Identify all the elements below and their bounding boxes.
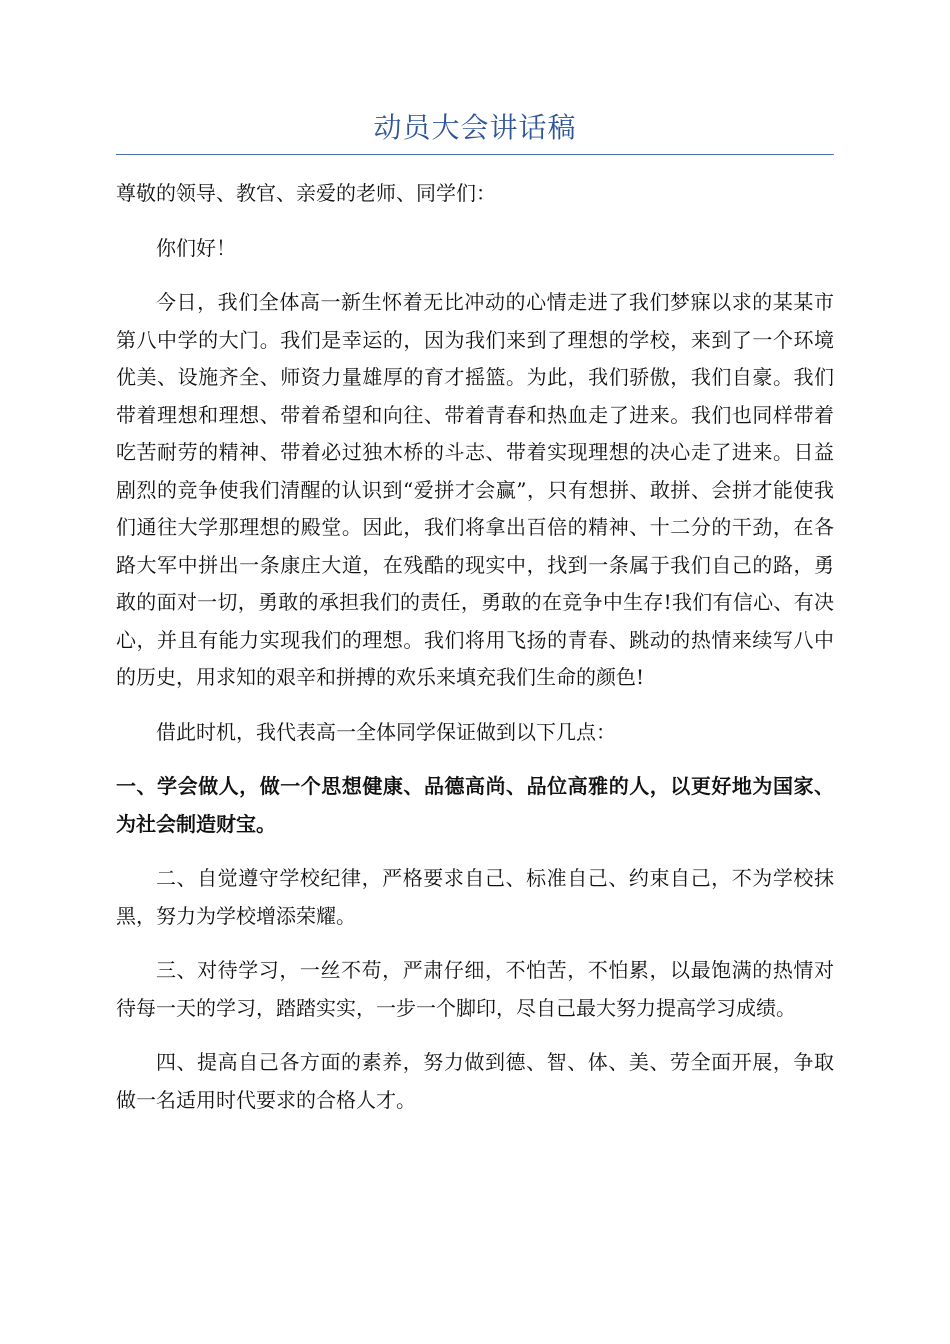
pledge-point-3: 三、对待学习，一丝不苟，严肃仔细，不怕苦，不怕累，以最饱满的热情对待每一天的学习，踏踏实实，一步一个脚印，尽自己最大努力提高学习成绩。: [116, 958, 834, 1020]
title-underline: [116, 154, 834, 155]
document-page: [116, 108, 834, 1119]
pledge-intro: 借此时机，我代表高一全体同学保证做到以下几点：: [156, 719, 616, 744]
pledge-point-2: 二、自觉遵守学校纪律，严格要求自己、标准自己、约束自己，不为学校抹黑，努力为学校增添荣耀。: [116, 866, 834, 928]
salutation: 尊敬的领导、教官、亲爱的老师、同学们：: [116, 181, 496, 205]
pledge-point-4: 四、提高自己各方面的素养，努力做到德、智、体、美、劳全面开展，争取做一名适用时代要求的合格人才。: [116, 1050, 834, 1112]
pledge-point-1: 一、学会做人，做一个思想健康、品德高尚、品位高雅的人，以更好地为国家、为社会制造财宝。: [116, 774, 834, 836]
greeting: 你们好！: [156, 235, 236, 260]
document-title: 动员大会讲话稿: [373, 111, 577, 144]
body-paragraph: 今日，我们全体高一新生怀着无比冲动的心情走进了我们梦寐以求的某某市第八中学的大门。我们是幸运的，因为我们来到了理想的学校，来到了一个环境优美、设施齐全、师资力量雄厚的育才摇篮。为此，我们骄傲，我们自豪。我们带着理想和理想、带着希望和向往、带着青春和热血走了进来。我们也同样带着吃苦耐劳的精神、带着必过独木桥的斗志、带着实现理想的决心走了进来。日益剧烈的竞争使我们清醒的认识到“爱拼才会赢”，只有想拼、敢拼、会拼才能使我们通往大学那理想的殿堂。因此，我们将拿出百倍的精神、十二分的干劲，在各路大军中拼出一条康庄大道，在残酷的现实中，找到一条属于我们自己的路，勇敢的面对一切，勇敢的承担我们的责任，勇敢的在竞争中生存!我们有信心、有决心，并且有能力实现我们的理想。我们将用飞扬的青春、跳动的热情来续写八中的历史，用求知的艰辛和拼搏的欢乐来填充我们生命的颜色!: [116, 290, 834, 689]
